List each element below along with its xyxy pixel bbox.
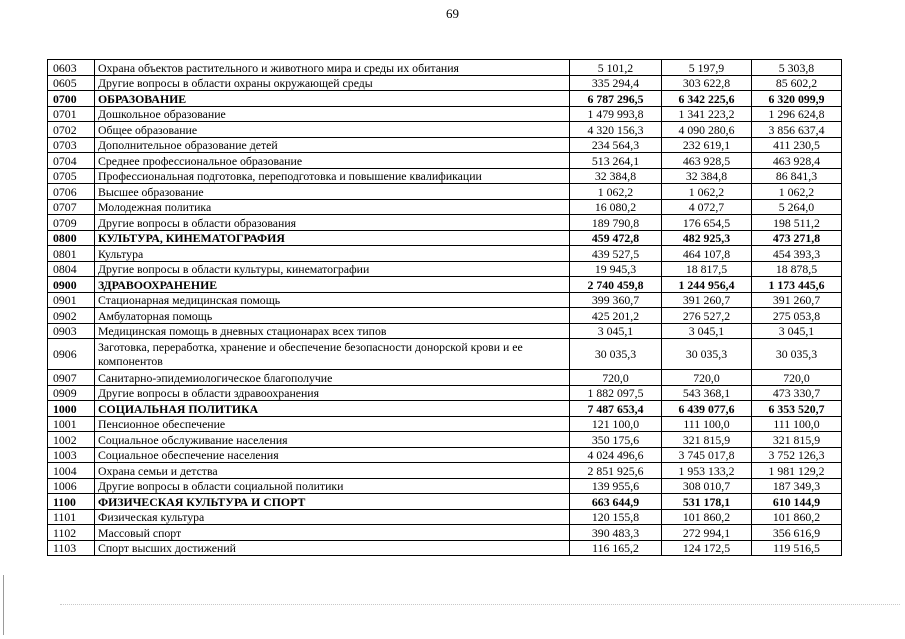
row-value-2: 4 072,7 [662, 199, 752, 215]
table-row [48, 401, 842, 417]
table-row [48, 385, 842, 401]
table-row [48, 215, 842, 231]
page-number: 69 [446, 6, 459, 21]
row-value-3: 3 856 637,4 [752, 122, 842, 138]
row-value-1: 30 035,3 [570, 339, 662, 370]
row-value-1: 350 175,6 [570, 432, 662, 448]
row-value-2: 1 062,2 [662, 184, 752, 200]
row-code: 0900 [48, 277, 95, 293]
row-name: Другие вопросы в области социальной политики [95, 478, 570, 494]
row-code: 1003 [48, 447, 95, 463]
budget-table-body [48, 60, 842, 556]
budget-table [47, 59, 842, 556]
row-code: 0703 [48, 137, 95, 153]
row-code: 1000 [48, 401, 95, 417]
row-value-3: 610 144,9 [752, 494, 842, 510]
table-row [48, 91, 842, 107]
row-value-1: 7 487 653,4 [570, 401, 662, 417]
row-value-3: 119 516,5 [752, 540, 842, 556]
table-row [48, 447, 842, 463]
row-value-2: 6 342 225,6 [662, 91, 752, 107]
row-value-3: 3 752 126,3 [752, 447, 842, 463]
row-name: Социальное обеспечение населения [95, 447, 570, 463]
row-code: 0603 [48, 60, 95, 76]
row-name: СОЦИАЛЬНАЯ ПОЛИТИКА [95, 401, 570, 417]
row-value-1: 189 790,8 [570, 215, 662, 231]
row-code: 0705 [48, 168, 95, 184]
table-row [48, 199, 842, 215]
row-value-3: 30 035,3 [752, 339, 842, 370]
table-row [48, 416, 842, 432]
row-value-2: 321 815,9 [662, 432, 752, 448]
table-row [48, 339, 842, 370]
table-row [48, 308, 842, 324]
row-value-1: 335 294,4 [570, 75, 662, 91]
row-value-3: 720,0 [752, 370, 842, 386]
row-value-3: 111 100,0 [752, 416, 842, 432]
row-value-1: 1 062,2 [570, 184, 662, 200]
row-value-2: 1 341 223,2 [662, 106, 752, 122]
table-row [48, 261, 842, 277]
row-name: Медицинская помощь в дневных стационарах всех типов [95, 323, 570, 339]
row-value-1: 1 882 097,5 [570, 385, 662, 401]
table-row [48, 370, 842, 386]
row-name: КУЛЬТУРА, КИНЕМАТОГРАФИЯ [95, 230, 570, 246]
row-value-2: 464 107,8 [662, 246, 752, 262]
row-value-2: 4 090 280,6 [662, 122, 752, 138]
table-row [48, 525, 842, 541]
row-value-2: 463 928,5 [662, 153, 752, 169]
row-code: 0902 [48, 308, 95, 324]
row-value-1: 32 384,8 [570, 168, 662, 184]
table-row [48, 122, 842, 138]
row-value-3: 454 393,3 [752, 246, 842, 262]
row-value-1: 6 787 296,5 [570, 91, 662, 107]
row-code: 0701 [48, 106, 95, 122]
row-value-2: 3 045,1 [662, 323, 752, 339]
row-value-2: 6 439 077,6 [662, 401, 752, 417]
row-value-1: 459 472,8 [570, 230, 662, 246]
row-value-1: 439 527,5 [570, 246, 662, 262]
row-value-2: 18 817,5 [662, 261, 752, 277]
row-value-3: 187 349,3 [752, 478, 842, 494]
row-code: 0801 [48, 246, 95, 262]
row-value-1: 19 945,3 [570, 261, 662, 277]
row-name: Массовый спорт [95, 525, 570, 541]
row-name: Другие вопросы в области здравоохранения [95, 385, 570, 401]
table-row [48, 246, 842, 262]
row-code: 1001 [48, 416, 95, 432]
row-value-3: 6 320 099,9 [752, 91, 842, 107]
table-row [48, 106, 842, 122]
row-value-2: 111 100,0 [662, 416, 752, 432]
row-value-3: 18 878,5 [752, 261, 842, 277]
row-value-1: 4 024 496,6 [570, 447, 662, 463]
row-code: 0709 [48, 215, 95, 231]
row-value-3: 411 230,5 [752, 137, 842, 153]
row-code: 1102 [48, 525, 95, 541]
row-value-2: 101 860,2 [662, 509, 752, 525]
row-name: ЗДРАВООХРАНЕНИЕ [95, 277, 570, 293]
row-value-2: 30 035,3 [662, 339, 752, 370]
row-value-3: 391 260,7 [752, 292, 842, 308]
row-value-2: 531 178,1 [662, 494, 752, 510]
row-code: 1002 [48, 432, 95, 448]
row-value-1: 390 483,3 [570, 525, 662, 541]
row-code: 0907 [48, 370, 95, 386]
row-name: Амбулаторная помощь [95, 308, 570, 324]
table-row [48, 168, 842, 184]
row-code: 0804 [48, 261, 95, 277]
row-value-3: 321 815,9 [752, 432, 842, 448]
row-value-1: 2 740 459,8 [570, 277, 662, 293]
row-code: 0901 [48, 292, 95, 308]
row-name: Социальное обслуживание населения [95, 432, 570, 448]
row-name: Общее образование [95, 122, 570, 138]
row-name: Молодежная политика [95, 199, 570, 215]
table-row [48, 478, 842, 494]
row-name: Охрана объектов растительного и животного мира и среды их обитания [95, 60, 570, 76]
row-value-3: 101 860,2 [752, 509, 842, 525]
row-value-2: 391 260,7 [662, 292, 752, 308]
table-row [48, 540, 842, 556]
row-value-3: 463 928,4 [752, 153, 842, 169]
row-name: Заготовка, переработка, хранение и обеспечение безопасности донорской крови и ее компонентов [95, 339, 570, 370]
row-code: 0707 [48, 199, 95, 215]
row-code: 0704 [48, 153, 95, 169]
row-value-3: 5 264,0 [752, 199, 842, 215]
row-value-2: 272 994,1 [662, 525, 752, 541]
table-row [48, 60, 842, 76]
row-code: 1006 [48, 478, 95, 494]
row-code: 0702 [48, 122, 95, 138]
row-value-3: 1 062,2 [752, 184, 842, 200]
row-name: Спорт высших достижений [95, 540, 570, 556]
row-value-3: 1 296 624,8 [752, 106, 842, 122]
row-value-1: 16 080,2 [570, 199, 662, 215]
table-row [48, 292, 842, 308]
row-code: 0605 [48, 75, 95, 91]
row-name: Санитарно-эпидемиологическое благополучие [95, 370, 570, 386]
row-value-2: 308 010,7 [662, 478, 752, 494]
row-value-2: 276 527,2 [662, 308, 752, 324]
row-value-3: 1 981 129,2 [752, 463, 842, 479]
row-name: Пенсионное обеспечение [95, 416, 570, 432]
table-row [48, 153, 842, 169]
row-value-2: 3 745 017,8 [662, 447, 752, 463]
row-value-1: 720,0 [570, 370, 662, 386]
scan-edge-line [3, 575, 4, 635]
scan-artifact-line [60, 604, 900, 606]
row-code: 0903 [48, 323, 95, 339]
row-value-2: 176 654,5 [662, 215, 752, 231]
table-row [48, 75, 842, 91]
row-value-1: 425 201,2 [570, 308, 662, 324]
row-code: 0909 [48, 385, 95, 401]
row-name: Культура [95, 246, 570, 262]
row-value-1: 120 155,8 [570, 509, 662, 525]
row-value-3: 85 602,2 [752, 75, 842, 91]
row-value-1: 5 101,2 [570, 60, 662, 76]
row-value-3: 473 271,8 [752, 230, 842, 246]
row-value-2: 1 244 956,4 [662, 277, 752, 293]
row-code: 1101 [48, 509, 95, 525]
row-value-3: 1 173 445,6 [752, 277, 842, 293]
row-name: Дополнительное образование детей [95, 137, 570, 153]
row-name: Другие вопросы в области культуры, кинематографии [95, 261, 570, 277]
row-code: 1004 [48, 463, 95, 479]
row-name: Другие вопросы в области образования [95, 215, 570, 231]
row-value-1: 116 165,2 [570, 540, 662, 556]
row-value-2: 543 368,1 [662, 385, 752, 401]
row-value-1: 139 955,6 [570, 478, 662, 494]
row-name: Охрана семьи и детства [95, 463, 570, 479]
row-value-3: 356 616,9 [752, 525, 842, 541]
row-code: 1103 [48, 540, 95, 556]
row-value-2: 720,0 [662, 370, 752, 386]
table-row [48, 509, 842, 525]
row-value-2: 303 622,8 [662, 75, 752, 91]
row-value-2: 482 925,3 [662, 230, 752, 246]
row-value-3: 198 511,2 [752, 215, 842, 231]
row-name: Среднее профессиональное образование [95, 153, 570, 169]
row-value-2: 232 619,1 [662, 137, 752, 153]
row-name: Дошкольное образование [95, 106, 570, 122]
table-row [48, 277, 842, 293]
row-value-3: 473 330,7 [752, 385, 842, 401]
row-name: ОБРАЗОВАНИЕ [95, 91, 570, 107]
row-name: Другие вопросы в области охраны окружающей среды [95, 75, 570, 91]
row-code: 0906 [48, 339, 95, 370]
row-value-2: 1 953 133,2 [662, 463, 752, 479]
row-value-2: 5 197,9 [662, 60, 752, 76]
row-code: 0800 [48, 230, 95, 246]
row-value-1: 4 320 156,3 [570, 122, 662, 138]
row-value-2: 32 384,8 [662, 168, 752, 184]
row-code: 1100 [48, 494, 95, 510]
row-code: 0700 [48, 91, 95, 107]
row-value-1: 513 264,1 [570, 153, 662, 169]
row-name: Стационарная медицинская помощь [95, 292, 570, 308]
row-name: Физическая культура [95, 509, 570, 525]
row-value-1: 2 851 925,6 [570, 463, 662, 479]
row-value-1: 234 564,3 [570, 137, 662, 153]
row-value-1: 1 479 993,8 [570, 106, 662, 122]
row-value-1: 399 360,7 [570, 292, 662, 308]
row-value-3: 275 053,8 [752, 308, 842, 324]
row-value-1: 663 644,9 [570, 494, 662, 510]
row-value-1: 3 045,1 [570, 323, 662, 339]
table-row [48, 432, 842, 448]
row-name: ФИЗИЧЕСКАЯ КУЛЬТУРА И СПОРТ [95, 494, 570, 510]
row-code: 0706 [48, 184, 95, 200]
row-value-3: 5 303,8 [752, 60, 842, 76]
table-row [48, 323, 842, 339]
row-value-1: 121 100,0 [570, 416, 662, 432]
table-row [48, 494, 842, 510]
row-name: Профессиональная подготовка, переподготовка и повышение квалификации [95, 168, 570, 184]
table-row [48, 184, 842, 200]
row-name: Высшее образование [95, 184, 570, 200]
row-value-2: 124 172,5 [662, 540, 752, 556]
table-row [48, 463, 842, 479]
row-value-3: 6 353 520,7 [752, 401, 842, 417]
table-row [48, 137, 842, 153]
row-value-3: 86 841,3 [752, 168, 842, 184]
table-row [48, 230, 842, 246]
row-value-3: 3 045,1 [752, 323, 842, 339]
